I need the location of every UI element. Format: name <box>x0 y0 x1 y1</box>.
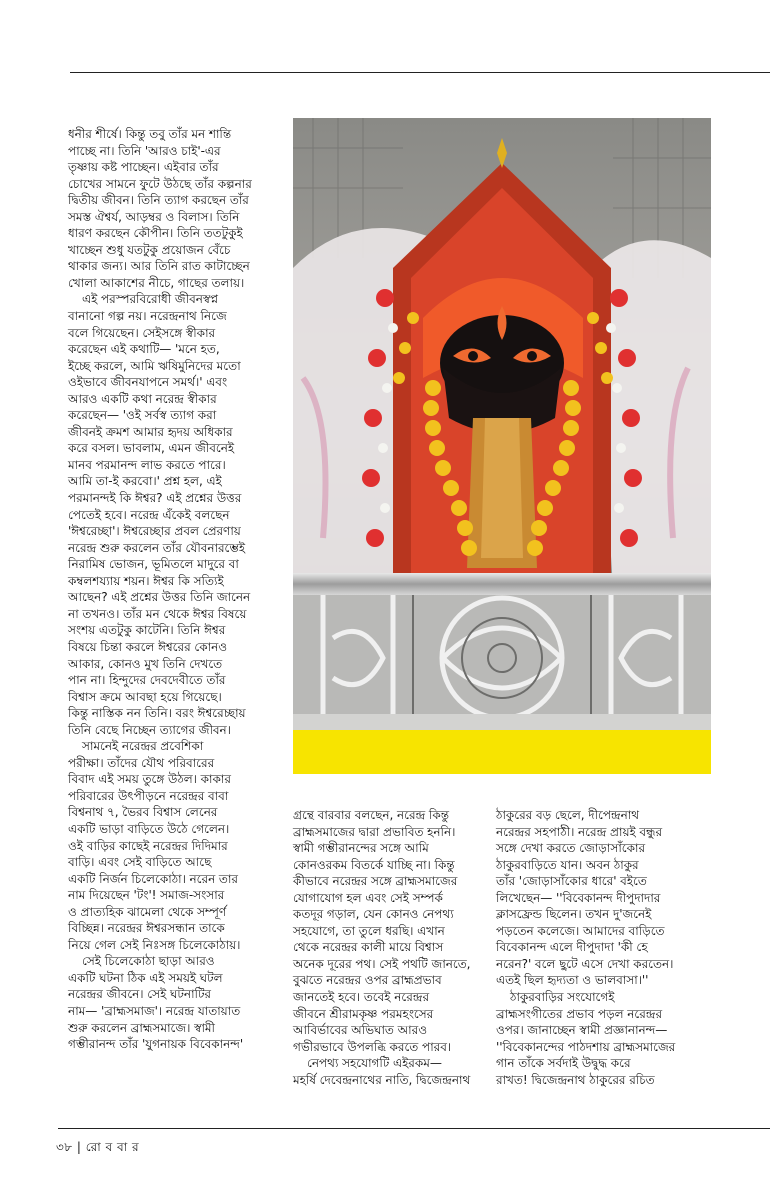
article-column-2 <box>293 807 481 1088</box>
article-line: তিনি বেছে নিচ্ছেন ত্যাগের জীবন। <box>68 722 231 737</box>
article-line: সমস্ত ঐশ্বর্য, আড়ম্বর ও বিলাস। তিনি <box>68 209 240 224</box>
article-line: অনেক দূরের পথ। সেই পথটি জানতে, <box>293 956 471 971</box>
article-line: পান না। হিন্দুদের দেবদেবীতে তাঁর <box>68 673 226 688</box>
article-line: ঠাকুরের বড় ছেলে, দীপেন্দ্রনাথ <box>496 808 639 822</box>
article-line: কম্বলশয্যায় শয়ন। ঈশ্বর কি সত্যিই <box>68 573 224 588</box>
top-rule <box>70 72 770 73</box>
article-line: সঙ্গে দেখা করতে জোড়াসাঁকোর <box>496 841 646 856</box>
article-line: বিশ্বাস ক্রমে আবছা হয়ে গিয়েছে। <box>68 689 222 704</box>
article-line: ''বিবেকানন্দের পাঠদশায় ব্রাহ্মসমাজের <box>496 1039 676 1054</box>
article-line: ওই বাড়ির কাছেই নরেন্দ্রর দিদিমার <box>68 838 228 853</box>
page-folio: ৩৮ | রো ব বা র <box>56 1140 140 1154</box>
article-line: ওপর। জানাচ্ছেন স্বামী প্রজ্ঞানানন্দ— <box>496 1023 668 1038</box>
article-line: বানানো গল্প নয়। নরেন্দ্রনাথ নিজে <box>68 309 227 324</box>
article-line: পরীক্ষা। তাঁদের যৌথ পরিবারের <box>68 755 215 770</box>
article-line: কোনওরকম বিতর্কে যাচ্ছি না। কিন্তু <box>293 857 455 872</box>
article-line: পরমানন্দই কি ঈশ্বর? এই প্রশ্নের উত্তর <box>68 491 242 506</box>
article-line: করেছেন— 'ওই সর্বস্ব ত্যাগ করা <box>68 408 217 423</box>
article-line: জীবনই ক্রমশ আমার হৃদয় অধিকার <box>68 424 233 439</box>
article-line: খাচ্ছেন শুধু যতটুকু প্রয়োজন বেঁচে <box>68 242 231 257</box>
article-line: সহযোগে, তা তুলে ধরছি। এখান <box>293 923 445 938</box>
article-line: নিরামিষ ভোজন, ভূমিতলে মাদুরে বা <box>68 557 239 572</box>
article-line: ইচ্ছে করলে, আমি ঋষিমুনিদের মতো <box>68 358 241 373</box>
article-line: এই পরস্পরবিরোধী জীবনস্বপ্ন <box>82 292 218 307</box>
article-line: আরও একটি কথা নরেন্দ্র স্বীকার <box>68 391 217 406</box>
article-line: তাঁর 'জোড়াসাঁকোর ধারে' বইতে <box>496 874 647 889</box>
article-line: বিচ্ছিন্ন। নরেন্দ্রর ঈশ্বরসন্ধান তাকে <box>68 921 225 936</box>
article-line: কিন্তু নাস্তিক নন তিনি। বরং ঈশ্বরেচ্ছায় <box>68 706 246 721</box>
article-line: ক্লাসফ্রেন্ড ছিলেন। তখন দু'জনেই <box>496 907 652 922</box>
article-line: পেতেই হবে। নরেন্দ্র এঁকেই বলছেন <box>68 507 230 522</box>
article-line: বিবেকানন্দ এলে দীপুদাদা 'কী হে <box>496 940 648 955</box>
article-line: বলে গিয়েছেন। সেইসঙ্গে স্বীকার <box>68 325 216 340</box>
article-line: একটি নির্জন চিলেকোঠা। নরেন তার <box>68 871 238 886</box>
article-line: ঠাকুরবাড়িতে যান। অবন ঠাকুর <box>496 857 639 872</box>
article-line: রাখত! দ্বিজেন্দ্রনাথ ঠাকুরের রচিত <box>496 1072 655 1087</box>
article-line: দ্বিতীয় জীবন। তিনি ত্যাগ করছেন তাঁর <box>68 193 249 208</box>
article-line: নরেন্দ্রর সহপাঠী। নরেন্দ্র প্রায়ই বন্ধুর <box>496 824 663 839</box>
article-line: ব্রাহ্মসংগীতের প্রভাব পড়ল নরেন্দ্রর <box>496 1006 663 1021</box>
article-line: আছেন? এই প্রশ্নের উত্তর তিনি জানেন <box>68 590 251 605</box>
article-line: স্বামী গম্ভীরানন্দের সঙ্গে আমি <box>293 841 429 856</box>
article-line: ব্রাহ্মসমাজের দ্বারা প্রভাবিত হননি। <box>293 824 456 839</box>
article-line: যোগাযোগ হল এবং সেই সম্পর্ক <box>293 890 443 905</box>
article-line: নরেন্দ্রর জীবনে। সেই ঘটনাটির <box>68 987 211 1002</box>
article-line: থেকে নরেন্দ্রর কালী মায়ে বিশ্বাস <box>293 940 444 955</box>
article-line: বাড়ি। এবং সেই বাড়িতে আছে <box>68 855 212 870</box>
article-line: আমি তা-ই করবো।' প্রশ্ন হল, এই <box>68 474 222 489</box>
article-line: 'ঈশ্বরেচ্ছা'। ঈশ্বরেচ্ছার প্রবল প্রেরণায় <box>68 524 241 539</box>
article-line: ঠাকুরবাড়ির সংযোগেই <box>510 990 615 1005</box>
article-column-3 <box>496 807 712 1088</box>
article-line: এতই ছিল হৃদ্যতা ও ভালবাসা।'' <box>496 973 649 988</box>
article-line: কীভাবে নরেন্দ্রর সঙ্গে ব্রাহ্মসমাজের <box>293 874 458 889</box>
article-line: না তখনও। তাঁর মন থেকে ঈশ্বর বিষয়ে <box>68 606 247 621</box>
article-column-1 <box>68 126 286 1053</box>
article-line: তৃষ্ণায় কষ্ট পাচ্ছেন। এইবার তাঁর <box>68 160 219 175</box>
article-line: ওইভাবে জীবনযাপনে সমর্থ।' এবং <box>68 375 228 390</box>
article-line: থাকার জন্য। আর তিনি রাত কাটাচ্ছেন <box>68 259 250 274</box>
article-line: বিবাদ এই সময় তুঙ্গে উঠল। কাকার <box>68 772 231 787</box>
article-line: পড়তেন কলেজে। আমাদের বাড়িতে <box>496 923 665 938</box>
article-line: একটি ঘটনা ঠিক এই সময়ই ঘটল <box>68 970 223 985</box>
article-line: লিখেছেন— ''বিবেকানন্দ দীপুদাদার <box>496 890 661 905</box>
article-line: সেই চিলেকোঠা ছাড়া আরও <box>82 954 215 969</box>
article-line: চোখের সামনে ফুটে উঠছে তাঁর কল্পনার <box>68 176 252 191</box>
article-line: বিষয়ে চিন্তা করলে ঈশ্বরের কোনও <box>68 639 228 654</box>
article-line: বুঝতে নরেন্দ্রর ওপর ব্রাহ্মপ্রভাব <box>293 973 442 988</box>
article-line: নাম দিয়েছেন 'টং'! সমাজ-সংসার <box>68 888 225 903</box>
article-line: ও প্রাত্যহিক ঝামেলা থেকে সম্পূর্ণ <box>68 904 227 919</box>
article-line: আকার, কোনও মুখ তিনি দেখতে <box>68 656 223 671</box>
article-line: করে বসল। ভাবলাম, এমন জীবনেই <box>68 441 235 456</box>
article-line: মহর্ষি দেবেন্দ্রনাথের নাতি, দ্বিজেন্দ্রনাথ <box>293 1072 471 1087</box>
article-line: আবির্ভাবের অভিঘাত আরও <box>293 1023 428 1038</box>
article-line: জীবনে শ্রীরামকৃষ্ণ পরমহংসের <box>293 1006 434 1021</box>
article-line: নিয়ে গেল সেই নিঃসঙ্গ চিলেকোঠায়। <box>68 937 241 952</box>
article-line: সংশয় এতটুকু কাটেনি। তিনি ঈশ্বর <box>68 623 226 638</box>
kali-idol-photo <box>293 118 711 774</box>
article-line: একটি ভাড়া বাড়িতে উঠে গেলেন। <box>68 821 230 836</box>
article-line: নাম— 'ব্রাহ্মসমাজ'। নরেন্দ্র যাতায়াত <box>68 1003 241 1018</box>
article-line: গম্ভীরানন্দ তাঁর 'যুগনায়ক বিবেকানন্দ' <box>68 1037 244 1052</box>
article-line: সামনেই নরেন্দ্রর প্রবেশিকা <box>82 739 204 754</box>
article-line: বিশ্বনাথ ৭, ভৈরব বিশ্বাস লেনের <box>68 805 218 820</box>
article-line: শুরু করলেন ব্রাহ্মসমাজে। স্বামী <box>68 1020 215 1035</box>
bottom-rule <box>58 1128 770 1129</box>
article-line: খোলা আকাশের নীচে, গাছের তলায়। <box>68 275 245 290</box>
article-line: কতদূর গড়াল, যেন কোনও নেপথ্য <box>293 907 454 922</box>
article-line: ধারণ করছেন কৌপীন। তিনি ততটুকুই <box>68 226 243 241</box>
article-line: করেছেন এই কথাটি— 'মনে হত, <box>68 342 220 357</box>
article-line: পাচ্ছে না। তিনি 'আরও চাই'-এর <box>68 143 221 158</box>
article-line: গান তাঁকে সর্বদাই উদ্বুদ্ধ করে <box>496 1056 631 1071</box>
article-line: গ্রন্থে বারবার বলছেন, নরেন্দ্র কিন্তু <box>293 808 449 822</box>
article-line: নেপথ্য সহযোগটি এইরকম— <box>307 1056 442 1071</box>
article-line: পরিবারের উৎপীড়নে নরেন্দ্রর বাবা <box>68 788 229 803</box>
article-line: ধনীর শীর্ষে। কিন্তু তবু তাঁর মন শান্তি <box>68 127 232 141</box>
article-line: জানতেই হবে। তবেই নরেন্দ্রর <box>293 990 429 1005</box>
article-line: নরেন?' বলে ছুটে এসে দেখা করতেন। <box>496 956 674 971</box>
article-line: নরেন্দ্র শুরু করলেন তাঁর যৌবনারম্ভেই <box>68 540 246 555</box>
article-line: গভীরভাবে উপলব্ধি করতে পারব। <box>293 1039 452 1054</box>
article-line: মানব পরমানন্দ লাভ করতে পারে। <box>68 457 226 472</box>
